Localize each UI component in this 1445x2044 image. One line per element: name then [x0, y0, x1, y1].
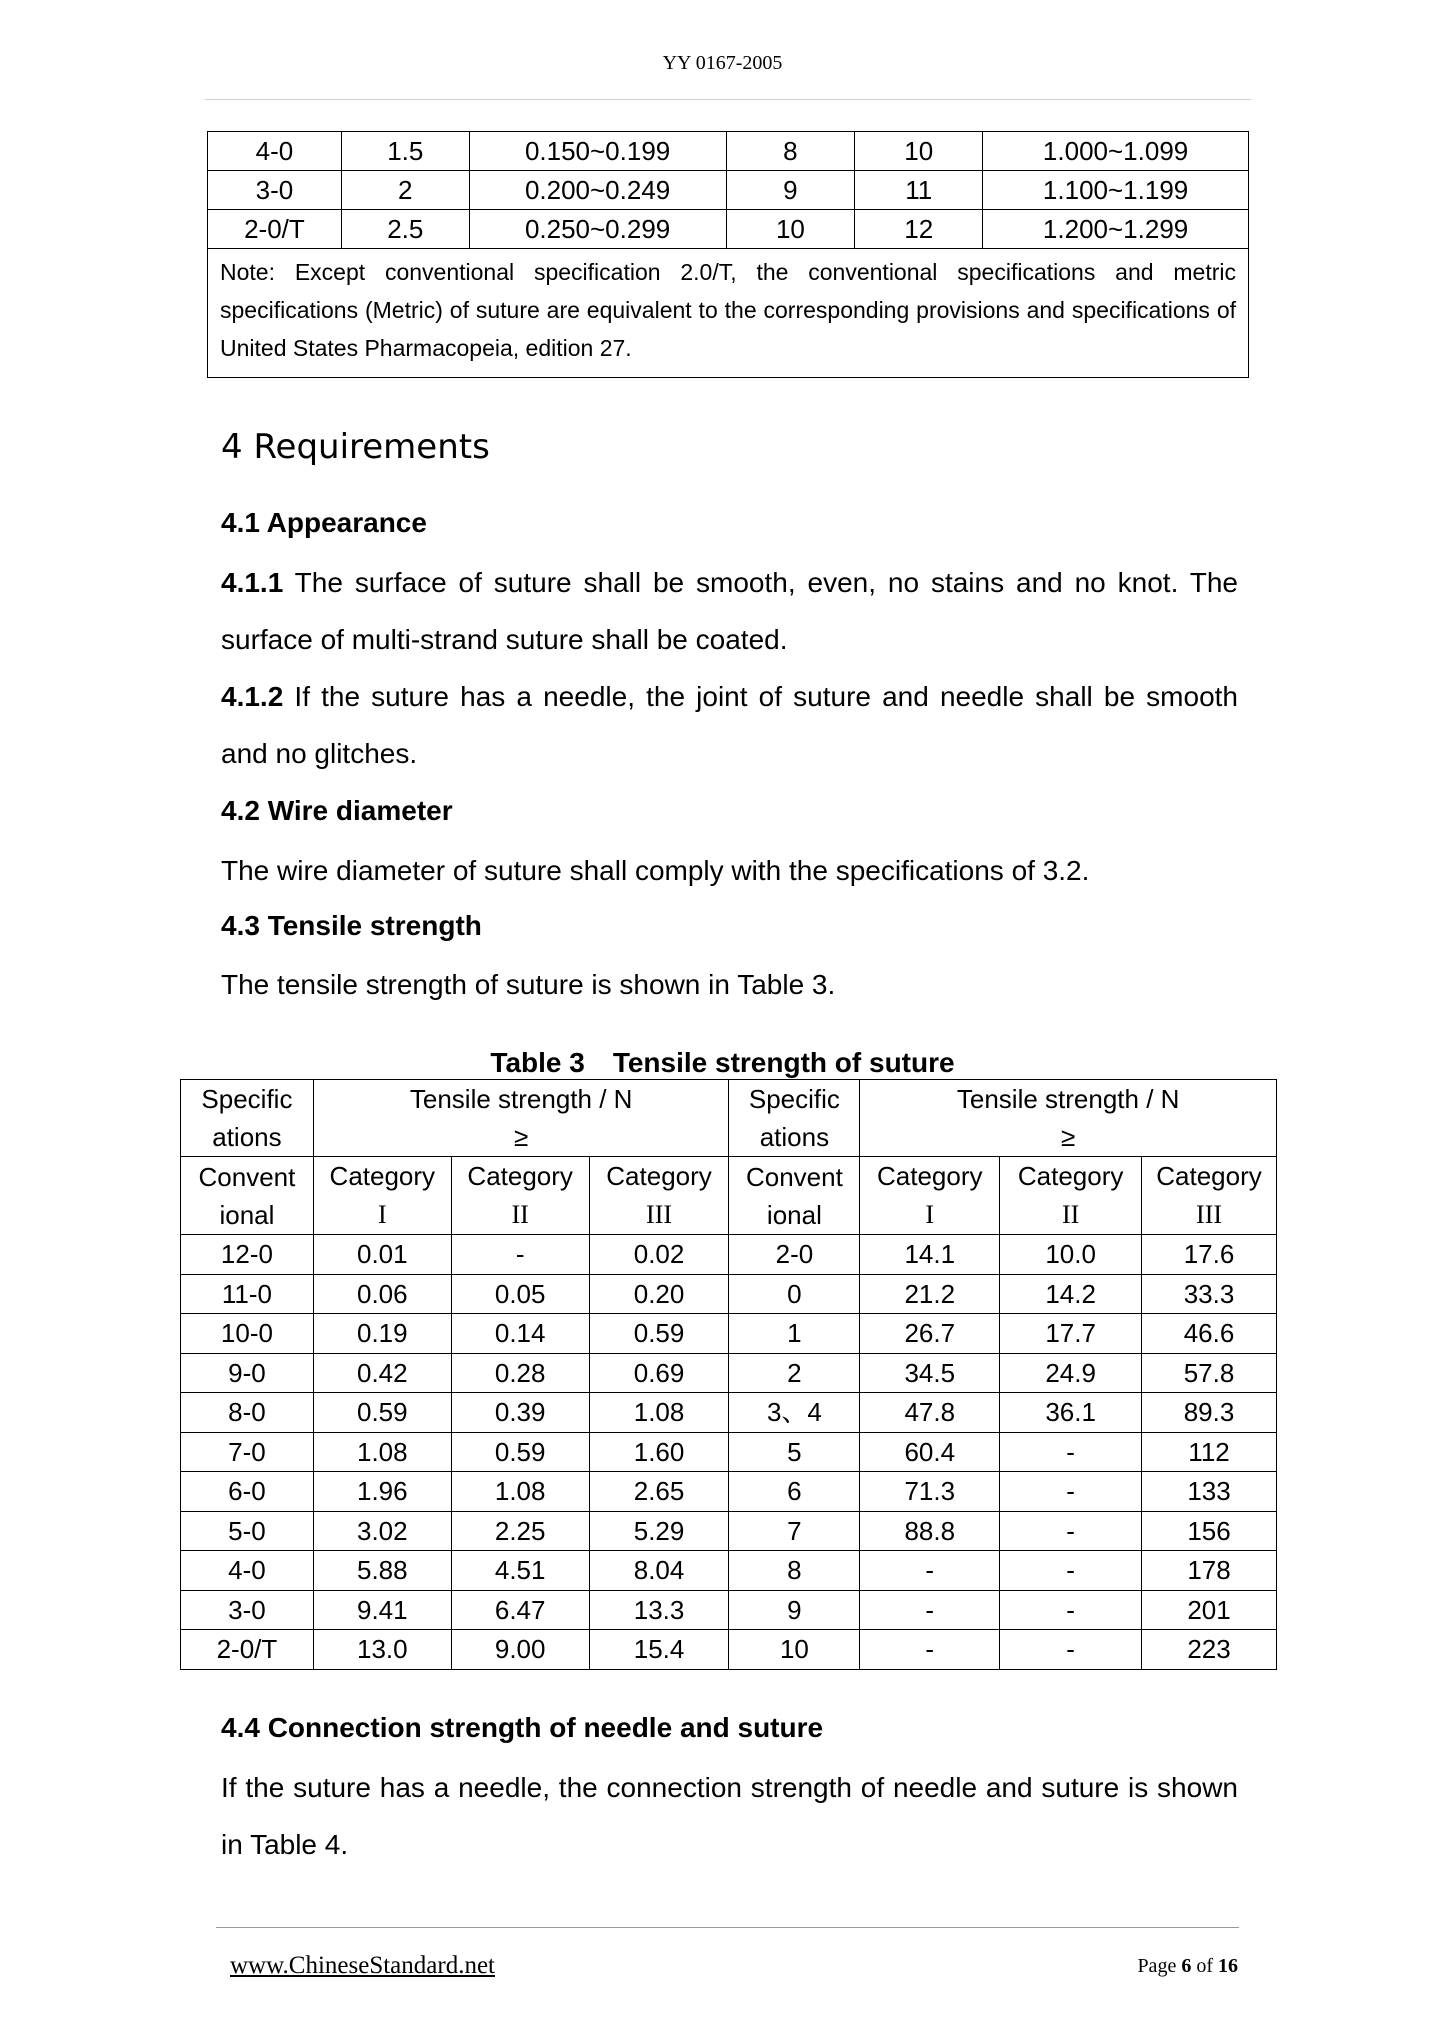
table-cell: 26.7 [860, 1314, 1000, 1354]
table-row [181, 1511, 1277, 1551]
table-row [181, 1432, 1277, 1472]
subheader-category-ii: Category II [1000, 1157, 1142, 1235]
table-cell: 0.39 [451, 1393, 589, 1433]
table-cell: 156 [1142, 1511, 1277, 1551]
paragraph-4-2: The wire diameter of suture shall comply with the specifications of 3.2. [221, 855, 1090, 886]
subheader-category-ii: Category II [451, 1157, 589, 1235]
header-divider [205, 99, 1251, 100]
table-cell: 1.60 [589, 1432, 729, 1472]
table-cell: 0.59 [589, 1314, 729, 1354]
table-cell: 57.8 [1142, 1353, 1277, 1393]
table-cell: 0.20 [589, 1274, 729, 1314]
clause-number: 4.1.2 [221, 681, 284, 712]
table-cell: 6.47 [451, 1590, 589, 1630]
table-cell: 0.19 [313, 1314, 451, 1354]
table-row [181, 1235, 1277, 1275]
table-cell: 1.5 [341, 132, 469, 171]
table-cell: 12 [855, 210, 983, 249]
table-cell: 112 [1142, 1432, 1277, 1472]
paragraph-4-1-2 [221, 668, 1238, 782]
table-cell: 0.01 [313, 1235, 451, 1275]
table-row [208, 132, 1249, 171]
table-cell: 12-0 [181, 1235, 314, 1275]
table-cell: 2-0 [729, 1235, 860, 1275]
table-note: Note: Except conventional specification 2.0/T, the conventional specifications and metric specifications (Metric) of suture are equivalent to the corresponding provisions and specifications of United States Pharmacopeia, edition 27. [208, 249, 1249, 378]
table-cell: 0.150~0.199 [469, 132, 726, 171]
document-id-header: YY 0167-2005 [662, 52, 783, 74]
table-cell: 1.96 [313, 1472, 451, 1512]
table-cell: 3-0 [208, 171, 342, 210]
subheader-category-iii: Category III [1142, 1157, 1277, 1235]
table-cell: 3-0 [181, 1590, 314, 1630]
subheader-conventional: Convent ional [729, 1157, 860, 1235]
table-cell: 1.08 [451, 1472, 589, 1512]
table-cell: 0.250~0.299 [469, 210, 726, 249]
table-row [181, 1472, 1277, 1512]
table-cell: 34.5 [860, 1353, 1000, 1393]
header-specifications: Specific ations [181, 1080, 314, 1157]
table-row [181, 1274, 1277, 1314]
table-cell: 21.2 [860, 1274, 1000, 1314]
table-cell: 0.69 [589, 1353, 729, 1393]
table-cell: - [860, 1590, 1000, 1630]
table-cell: 10 [729, 1630, 860, 1670]
table-cell: 10-0 [181, 1314, 314, 1354]
table-cell: 11-0 [181, 1274, 314, 1314]
table-cell: 4.51 [451, 1551, 589, 1591]
table-cell: 6-0 [181, 1472, 314, 1512]
table-cell: 4-0 [208, 132, 342, 171]
footer-divider [216, 1927, 1239, 1928]
table-cell: 178 [1142, 1551, 1277, 1591]
table-cell: 46.6 [1142, 1314, 1277, 1354]
heading-connection-strength: 4.4 Connection strength of needle and suture [221, 1712, 824, 1743]
table-cell: 2.25 [451, 1511, 589, 1551]
table-cell: 47.8 [860, 1393, 1000, 1433]
table-cell: - [1000, 1630, 1142, 1670]
table-cell: 5 [729, 1432, 860, 1472]
table-cell: 89.3 [1142, 1393, 1277, 1433]
table-cell: 0.59 [451, 1432, 589, 1472]
table-cell: 13.0 [313, 1630, 451, 1670]
heading-wire-diameter: 4.2 Wire diameter [221, 795, 453, 826]
table-cell: 5-0 [181, 1511, 314, 1551]
table-cell: 33.3 [1142, 1274, 1277, 1314]
table-row [208, 171, 1249, 210]
table-cell: 9-0 [181, 1353, 314, 1393]
table-cell: 36.1 [1000, 1393, 1142, 1433]
paragraph-4-4: If the suture has a needle, the connection strength of needle and suture is shown in Table 4. [221, 1772, 1238, 1860]
subheader-conventional: Convent ional [181, 1157, 314, 1235]
section-heading-requirements: 4 Requirements [221, 427, 490, 467]
table-cell: 2.5 [341, 210, 469, 249]
table-cell: 2.65 [589, 1472, 729, 1512]
table-cell: 3、4 [729, 1393, 860, 1433]
table-cell: 10 [855, 132, 983, 171]
table-cell: 9 [726, 171, 855, 210]
table-row [181, 1353, 1277, 1393]
spec-continuation-table [207, 131, 1249, 378]
table-cell: 0.06 [313, 1274, 451, 1314]
page-number: Page 6 of 16 [1137, 1955, 1238, 1977]
table-row [181, 1590, 1277, 1630]
table-row [181, 1393, 1277, 1433]
table-row [181, 1314, 1277, 1354]
tensile-strength-table [180, 1079, 1277, 1670]
header-tensile-strength: Tensile strength / N ≥ [860, 1080, 1277, 1157]
clause-text: If the suture has a needle, the joint of suture and needle shall be smooth and no glitches. [221, 681, 1238, 769]
table-cell: 2-0/T [181, 1630, 314, 1670]
table-cell: 8-0 [181, 1393, 314, 1433]
table-cell: 3.02 [313, 1511, 451, 1551]
table-cell: 201 [1142, 1590, 1277, 1630]
table-cell: 15.4 [589, 1630, 729, 1670]
table-cell: 7-0 [181, 1432, 314, 1472]
table-cell: 10 [726, 210, 855, 249]
table-cell: 0.42 [313, 1353, 451, 1393]
table-cell: 5.29 [589, 1511, 729, 1551]
heading-tensile-strength: 4.3 Tensile strength [221, 910, 482, 941]
table-cell: 0 [729, 1274, 860, 1314]
header-specifications: Specific ations [729, 1080, 860, 1157]
table-cell: - [1000, 1551, 1142, 1591]
table-cell: 6 [729, 1472, 860, 1512]
subheader-category-iii: Category III [589, 1157, 729, 1235]
table-cell: 9 [729, 1590, 860, 1630]
website-link[interactable]: www.ChineseStandard.net [230, 1952, 495, 1979]
table-cell: 2 [729, 1353, 860, 1393]
subheader-category-i: Category I [313, 1157, 451, 1235]
table-cell: 1.000~1.099 [983, 132, 1249, 171]
table-cell: 8.04 [589, 1551, 729, 1591]
table-cell: - [860, 1551, 1000, 1591]
table-cell: - [1000, 1590, 1142, 1630]
table-cell: 0.05 [451, 1274, 589, 1314]
table-cell: 10.0 [1000, 1235, 1142, 1275]
heading-appearance: 4.1 Appearance [221, 507, 427, 538]
table-cell: 223 [1142, 1630, 1277, 1670]
table-cell: - [860, 1630, 1000, 1670]
table-cell: - [1000, 1432, 1142, 1472]
paragraph-4-1-1 [221, 554, 1238, 668]
table-cell: 2-0/T [208, 210, 342, 249]
table-cell: 88.8 [860, 1511, 1000, 1551]
table-cell: 9.00 [451, 1630, 589, 1670]
clause-text: The surface of suture shall be smooth, even, no stains and no knot. The surface of multi-strand suture shall be coated. [221, 567, 1238, 655]
table-cell: 11 [855, 171, 983, 210]
table-cell: 4-0 [181, 1551, 314, 1591]
table-cell: 14.2 [1000, 1274, 1142, 1314]
table-cell: 24.9 [1000, 1353, 1142, 1393]
table-cell: 1.100~1.199 [983, 171, 1249, 210]
table-row [181, 1630, 1277, 1670]
table-cell: 0.200~0.249 [469, 171, 726, 210]
table-cell: 5.88 [313, 1551, 451, 1591]
table-cell: 14.1 [860, 1235, 1000, 1275]
table-cell: 9.41 [313, 1590, 451, 1630]
table-cell: - [1000, 1511, 1142, 1551]
table-cell: - [1000, 1472, 1142, 1512]
table-cell: 7 [729, 1511, 860, 1551]
paragraph-4-3: The tensile strength of suture is shown in Table 3. [221, 969, 836, 1000]
table-cell: 13.3 [589, 1590, 729, 1630]
table-cell: 1 [729, 1314, 860, 1354]
table-cell: 1.200~1.299 [983, 210, 1249, 249]
table-cell: 133 [1142, 1472, 1277, 1512]
table-cell: 8 [726, 132, 855, 171]
table-cell: 71.3 [860, 1472, 1000, 1512]
clause-number: 4.1.1 [221, 567, 284, 598]
table-row [208, 210, 1249, 249]
table-cell: 2 [341, 171, 469, 210]
table-cell: 8 [729, 1551, 860, 1591]
table-cell: 0.14 [451, 1314, 589, 1354]
table-cell: 17.7 [1000, 1314, 1142, 1354]
table-row [181, 1551, 1277, 1591]
subheader-category-i: Category I [860, 1157, 1000, 1235]
table-cell: 1.08 [313, 1432, 451, 1472]
table-cell: 60.4 [860, 1432, 1000, 1472]
table-3-caption: Table 3 Tensile strength of suture [490, 1047, 955, 1078]
table-cell: 0.02 [589, 1235, 729, 1275]
header-tensile-strength: Tensile strength / N ≥ [313, 1080, 729, 1157]
table-cell: 0.59 [313, 1393, 451, 1433]
table-cell: 0.28 [451, 1353, 589, 1393]
table-cell: 17.6 [1142, 1235, 1277, 1275]
table-cell: - [451, 1235, 589, 1275]
table-cell: 1.08 [589, 1393, 729, 1433]
